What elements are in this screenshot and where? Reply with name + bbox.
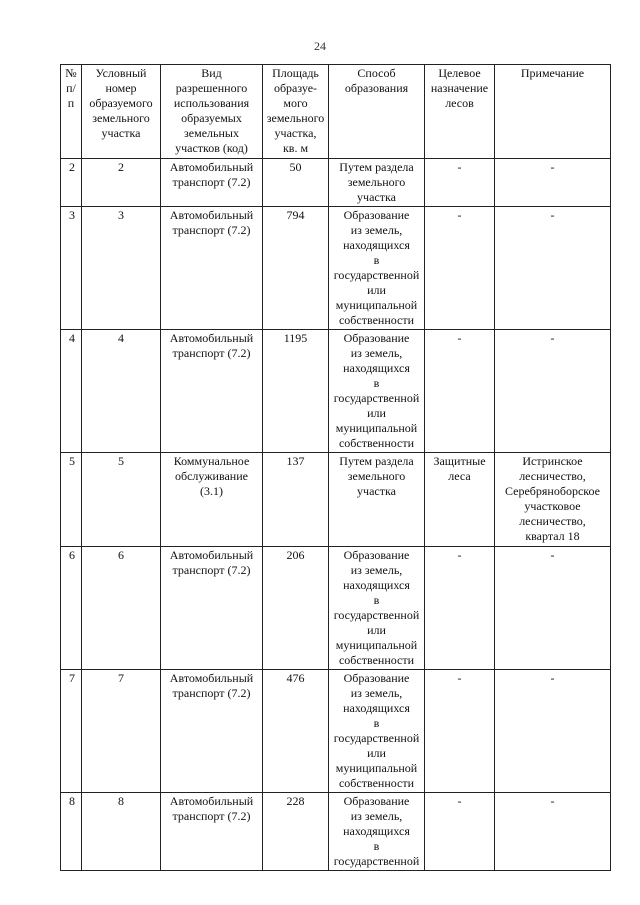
table-row <box>61 547 611 670</box>
cell-index: 3 <box>61 207 82 330</box>
cell-plot-number: 8 <box>82 793 161 871</box>
cell-area: 1195 <box>263 330 329 453</box>
cell-formation-method: Путем раздела земельного участка <box>329 159 425 207</box>
header-note: Примечание <box>495 65 611 159</box>
cell-area: 476 <box>263 670 329 793</box>
cell-index: 4 <box>61 330 82 453</box>
cell-plot-number: 3 <box>82 207 161 330</box>
cell-permitted-use: Коммунальное обслуживание (3.1) <box>161 453 263 547</box>
header-forest-purpose: Целевое назначение лесов <box>425 65 495 159</box>
cell-forest-purpose: - <box>425 330 495 453</box>
cell-index: 5 <box>61 453 82 547</box>
cell-index: 7 <box>61 670 82 793</box>
cell-plot-number: 2 <box>82 159 161 207</box>
header-area: Площадь образуе- мого земельного участка, кв. м <box>263 65 329 159</box>
cell-permitted-use: Автомобильный транспорт (7.2) <box>161 547 263 670</box>
table-row <box>61 330 611 453</box>
cell-note: - <box>495 793 611 871</box>
cell-area: 206 <box>263 547 329 670</box>
cell-permitted-use: Автомобильный транспорт (7.2) <box>161 159 263 207</box>
cell-note: - <box>495 330 611 453</box>
cell-formation-method: Образование из земель, находящихся в государственной или муниципальной собственности <box>329 547 425 670</box>
page-number: 24 <box>314 39 326 53</box>
cell-plot-number: 4 <box>82 330 161 453</box>
table-row <box>61 159 611 207</box>
cell-note: Истринское лесничество, Серебряноборское участковое лесничество, квартал 18 <box>495 453 611 547</box>
cell-area: 228 <box>263 793 329 871</box>
cell-permitted-use: Автомобильный транспорт (7.2) <box>161 330 263 453</box>
header-index: № п/п <box>61 65 82 159</box>
cell-plot-number: 6 <box>82 547 161 670</box>
land-plots-table <box>60 64 611 871</box>
cell-area: 137 <box>263 453 329 547</box>
cell-forest-purpose: - <box>425 159 495 207</box>
cell-index: 6 <box>61 547 82 670</box>
cell-index: 2 <box>61 159 82 207</box>
table-header-row <box>61 65 611 159</box>
cell-index: 8 <box>61 793 82 871</box>
cell-formation-method: Образование из земель, находящихся в государственной <box>329 793 425 871</box>
header-permitted-use: Вид разрешенного использования образуемых земельных участков (код) <box>161 65 263 159</box>
cell-note: - <box>495 670 611 793</box>
cell-formation-method: Путем раздела земельного участка <box>329 453 425 547</box>
cell-area: 50 <box>263 159 329 207</box>
cell-permitted-use: Автомобильный транспорт (7.2) <box>161 793 263 871</box>
table-row <box>61 207 611 330</box>
cell-formation-method: Образование из земель, находящихся в государственной или муниципальной собственности <box>329 670 425 793</box>
cell-note: - <box>495 159 611 207</box>
table-row <box>61 453 611 547</box>
cell-forest-purpose: Защитные леса <box>425 453 495 547</box>
cell-plot-number: 7 <box>82 670 161 793</box>
cell-note: - <box>495 547 611 670</box>
cell-area: 794 <box>263 207 329 330</box>
table-row <box>61 670 611 793</box>
cell-note: - <box>495 207 611 330</box>
cell-permitted-use: Автомобильный транспорт (7.2) <box>161 207 263 330</box>
cell-formation-method: Образование из земель, находящихся в государственной или муниципальной собственности <box>329 207 425 330</box>
cell-forest-purpose: - <box>425 793 495 871</box>
cell-plot-number: 5 <box>82 453 161 547</box>
cell-permitted-use: Автомобильный транспорт (7.2) <box>161 670 263 793</box>
header-plot-number: Условный номер образуемого земельного участка <box>82 65 161 159</box>
cell-formation-method: Образование из земель, находящихся в государственной или муниципальной собственности <box>329 330 425 453</box>
header-formation-method: Способ образования <box>329 65 425 159</box>
cell-forest-purpose: - <box>425 670 495 793</box>
table-row <box>61 793 611 871</box>
cell-forest-purpose: - <box>425 547 495 670</box>
cell-forest-purpose: - <box>425 207 495 330</box>
